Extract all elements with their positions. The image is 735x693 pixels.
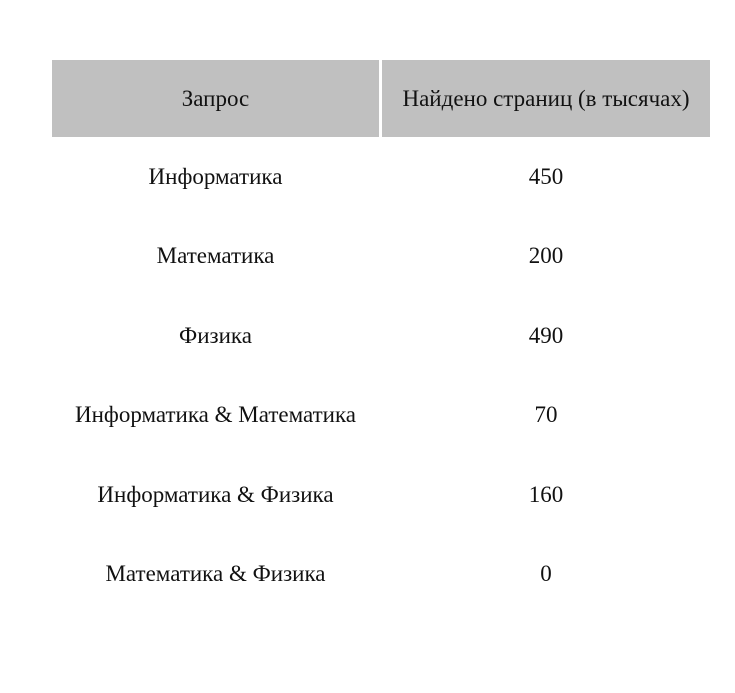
query-cell: Физика — [179, 322, 252, 348]
query-cell: Информатика & Математика — [75, 402, 356, 428]
pages-cell: 160 — [528, 481, 564, 507]
search-results-table — [52, 60, 710, 614]
pages-cell: 0 — [540, 561, 552, 587]
header-pages-found: Найдено страниц (в тысячах) — [382, 60, 710, 137]
table-row — [52, 455, 710, 535]
table-header-row — [52, 60, 710, 137]
table-row — [52, 376, 710, 456]
table-row — [52, 296, 710, 376]
table-row — [52, 137, 710, 217]
pages-cell: 200 — [528, 243, 564, 269]
query-cell: Информатика — [148, 163, 283, 189]
query-cell: Математика & Физика — [105, 561, 326, 587]
header-query: Запрос — [52, 60, 379, 137]
pages-cell: 490 — [528, 322, 564, 348]
table-row — [52, 535, 710, 615]
table-row — [52, 217, 710, 297]
query-cell: Математика — [156, 243, 275, 269]
pages-cell: 70 — [534, 402, 558, 428]
query-cell: Информатика & Физика — [97, 481, 334, 507]
pages-cell: 450 — [528, 163, 564, 189]
